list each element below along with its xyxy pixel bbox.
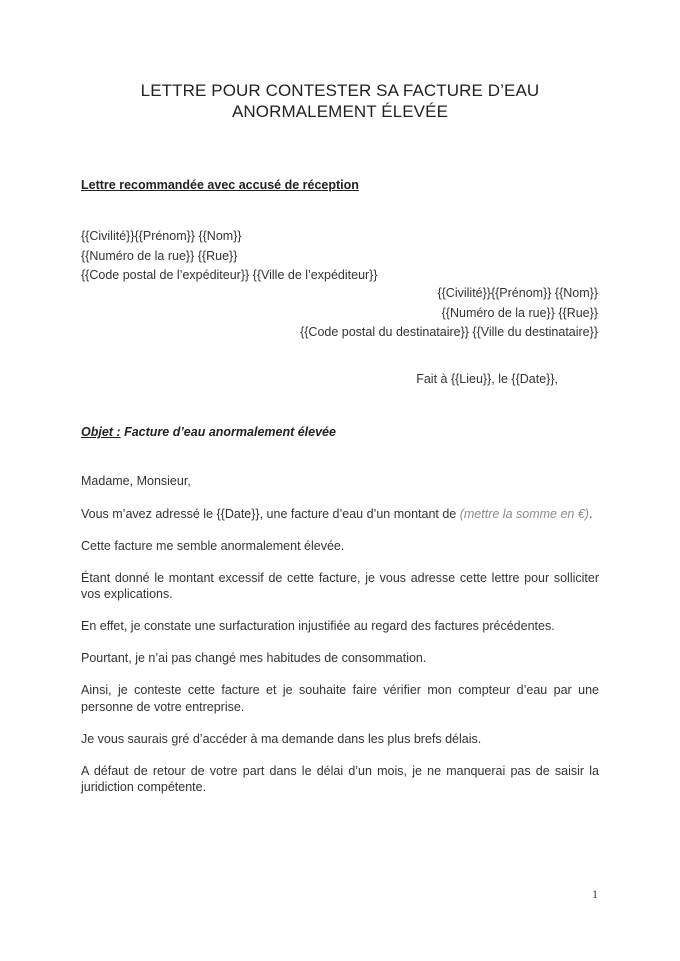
recipient-address-block	[300, 284, 598, 343]
registered-letter-notice: Lettre recommandée avec accusé de réception	[81, 178, 359, 192]
sender-line-1: {{Civilité}}{{Prénom}} {{Nom}}	[81, 229, 242, 243]
paragraph-overbilling: En effet, je constate une surfacturation injustifiée au regard des factures précédentes.	[81, 619, 555, 633]
paragraph-legal: A défaut de retour de votre part dans le délai d’un mois, je ne manquerai pas de saisir la juridiction compétente.	[81, 763, 599, 794]
paragraph-habits: Pourtant, je n’ai pas changé mes habitudes de consommation.	[81, 651, 427, 665]
sender-line-2: {{Numéro de la rue}} {{Rue}}	[81, 248, 238, 263]
document-title	[0, 80, 680, 122]
title-line-1: LETTRE POUR CONTESTER SA FACTURE D’EAU	[140, 81, 540, 100]
subject-text: Facture d’eau anormalement élevée	[120, 425, 336, 439]
paragraph-amount-end: .	[588, 506, 593, 521]
sender-line-3: {{Code postal de l’expéditeur}} {{Ville de l’expéditeur}}	[81, 268, 378, 282]
subject-label: Objet :	[81, 425, 121, 439]
recipient-line-3: {{Code postal du destinataire}} {{Ville du destinataire}}	[300, 325, 598, 339]
paragraph-amount-text: Vous m’avez adressé le {{Date}}, une facture d’eau d’un montant de	[81, 506, 460, 521]
paragraph-explanations: Étant donné le montant excessif de cette facture, je vous adresse cette lettre pour solliciter vos explications.	[81, 570, 599, 601]
paragraph-amount	[81, 506, 599, 523]
place-date-line: Fait à {{Lieu}}, le {{Date}},	[416, 372, 558, 386]
paragraph-abnormal: Cette facture me semble anormalement élevée.	[81, 538, 345, 553]
paragraph-request: Je vous saurais gré d’accéder à ma demande dans les plus brefs délais.	[81, 731, 482, 746]
letter-body	[81, 473, 599, 811]
recipient-line-1: {{Civilité}}{{Prénom}} {{Nom}}	[437, 286, 598, 300]
amount-placeholder-hint: (mettre la somme en €)	[459, 506, 589, 521]
page-number: 1	[592, 887, 598, 901]
subject-line	[81, 425, 336, 439]
recipient-line-2: {{Numéro de la rue}} {{Rue}}	[441, 305, 598, 320]
salutation: Madame, Monsieur,	[81, 474, 191, 488]
paragraph-meter-check: Ainsi, je conteste cette facture et je souhaite faire vérifier mon compteur d’eau par une personne de votre entreprise.	[81, 683, 599, 714]
title-line-2: ANORMALEMENT ÉLEVÉE	[231, 102, 449, 121]
sender-address-block	[81, 227, 378, 286]
